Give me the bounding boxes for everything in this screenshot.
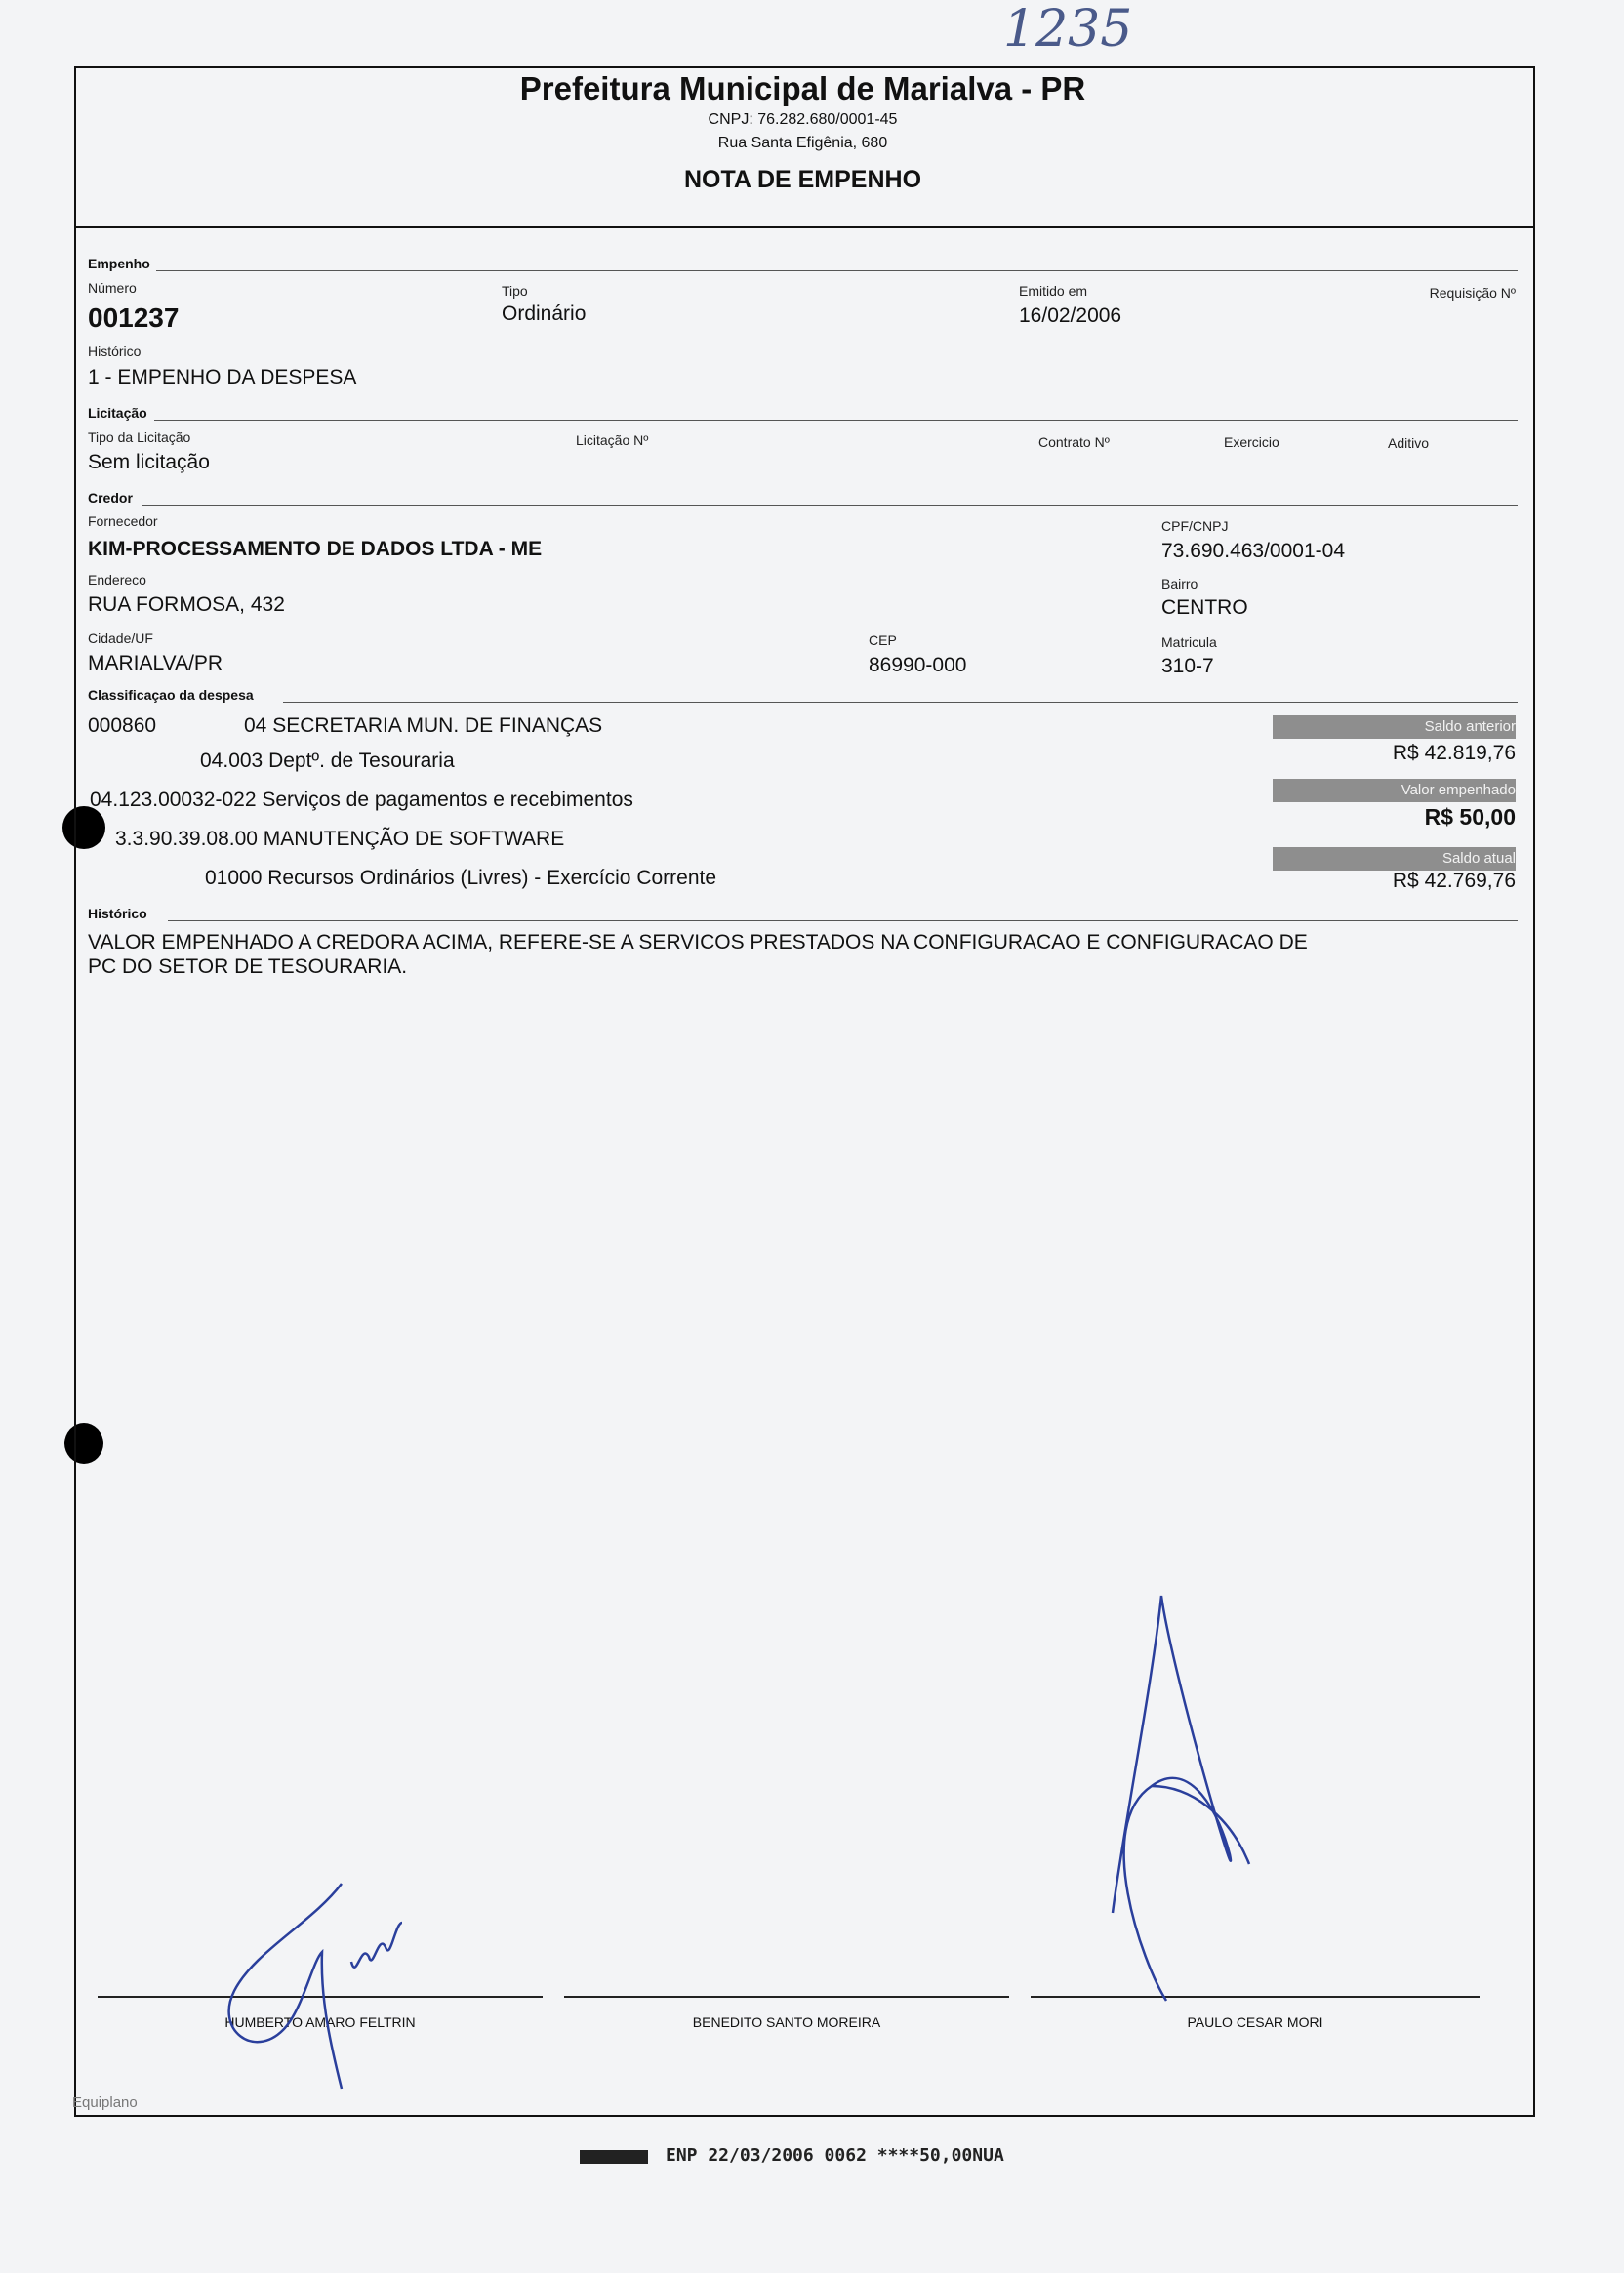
exercicio-label: Exercicio — [1224, 434, 1279, 450]
fornecedor-label: Fornecedor — [88, 513, 158, 529]
empenho-number: 001237 — [88, 303, 180, 333]
municipality-address: Rua Santa Efigênia, 680 — [717, 135, 888, 151]
signature-line-2 — [564, 1996, 1009, 1998]
page-stamp: 1235 — [1003, 0, 1133, 59]
signatory-1: HUMBERTO AMARO FELTRIN — [224, 2014, 416, 2030]
signatory-3: PAULO CESAR MORI — [1187, 2014, 1323, 2030]
section-credor: Credor — [88, 490, 133, 506]
classificacao-line-2: 04.003 Deptº. de Tesouraria — [200, 750, 455, 772]
saldo-atual-value: R$ 42.769,76 — [1392, 870, 1516, 892]
machine-stamp-icon — [580, 2150, 648, 2164]
municipality-title: Prefeitura Municipal de Marialva - PR — [519, 70, 1086, 106]
contrato-label: Contrato Nº — [1038, 434, 1110, 450]
cpf-value: 73.690.463/0001-04 — [1161, 540, 1346, 562]
licitacao-numero-label: Licitação Nº — [576, 432, 649, 448]
numero-label: Número — [88, 280, 137, 296]
header-divider — [74, 226, 1533, 228]
document-title: NOTA DE EMPENHO — [683, 166, 922, 193]
aditivo-label: Aditivo — [1388, 435, 1430, 451]
tipo-value: Ordinário — [502, 303, 587, 325]
municipality-cnpj: CNPJ: 76.282.680/0001-45 — [708, 111, 898, 128]
tipo-licitacao-value: Sem licitação — [88, 451, 210, 473]
section-historico: Histórico — [88, 906, 147, 921]
saldo-anterior-value: R$ 42.819,76 — [1392, 742, 1516, 764]
cep-value: 86990-000 — [869, 654, 967, 676]
valor-empenhado-label: Valor empenhado — [1273, 779, 1516, 802]
section-licitacao: Licitação — [88, 405, 147, 421]
bairro-value: CENTRO — [1161, 596, 1248, 619]
classificacao-rule — [283, 702, 1518, 703]
section-empenho: Empenho — [88, 256, 150, 271]
fornecedor-value: KIM-PROCESSAMENTO DE DADOS LTDA - ME — [88, 538, 543, 560]
classificacao-line-4: 3.3.90.39.08.00 MANUTENÇÃO DE SOFTWARE — [115, 828, 565, 850]
historico-value: 1 - EMPENHO DA DESPESA — [88, 366, 357, 388]
licitacao-rule — [154, 420, 1518, 421]
signatory-2: BENEDITO SANTO MOREIRA — [692, 2014, 881, 2030]
cidade-value: MARIALVA/PR — [88, 652, 223, 674]
tipo-label: Tipo — [502, 283, 528, 299]
tipo-licitacao-label: Tipo da Licitação — [88, 429, 191, 445]
classificacao-line-3: 04.123.00032-022 Serviços de pagamentos e recebimentos — [90, 789, 633, 811]
cidade-label: Cidade/UF — [88, 630, 153, 646]
section-classificacao: Classificaçao da despesa — [88, 687, 254, 703]
valor-empenhado-value: R$ 50,00 — [1424, 804, 1516, 830]
classificacao-line-5: 01000 Recursos Ordinários (Livres) - Exercício Corrente — [205, 867, 717, 889]
software-mark: Equiplano — [72, 2094, 138, 2111]
historico-line-1: VALOR EMPENHADO A CREDORA ACIMA, REFERE-SE A SERVICOS PRESTADOS NA CONFIGURACAO E CONFIGURACAO DE — [88, 931, 1308, 954]
empenho-rule — [156, 270, 1518, 271]
handwritten-signature-1 — [195, 1864, 449, 2098]
matricula-label: Matricula — [1161, 634, 1217, 650]
credor-rule — [142, 505, 1518, 506]
classificacao-code: 000860 — [88, 714, 157, 737]
bairro-label: Bairro — [1161, 576, 1198, 591]
header — [74, 70, 1531, 194]
endereco-value: RUA FORMOSA, 432 — [88, 593, 285, 616]
matricula-value: 310-7 — [1161, 655, 1214, 677]
endereco-label: Endereco — [88, 572, 146, 588]
requisicao-label: Requisição Nº — [1429, 285, 1516, 301]
cep-label: CEP — [869, 632, 897, 648]
cpf-label: CPF/CNPJ — [1161, 518, 1229, 534]
classificacao-line-1: 04 SECRETARIA MUN. DE FINANÇAS — [244, 714, 603, 737]
saldo-anterior-label: Saldo anterior — [1273, 715, 1516, 739]
emitido-value: 16/02/2006 — [1019, 304, 1122, 327]
handwritten-signature-3 — [1074, 1591, 1308, 2069]
saldo-atual-label: Saldo atual — [1273, 847, 1516, 871]
historico-line-2: PC DO SETOR DE TESOURARIA. — [88, 955, 408, 978]
machine-stamp: ENP 22/03/2006 0062 ****50,00NUA — [666, 2145, 1004, 2166]
historico-label: Histórico — [88, 344, 142, 359]
emitido-label: Emitido em — [1019, 283, 1088, 299]
historico-rule — [168, 920, 1518, 921]
